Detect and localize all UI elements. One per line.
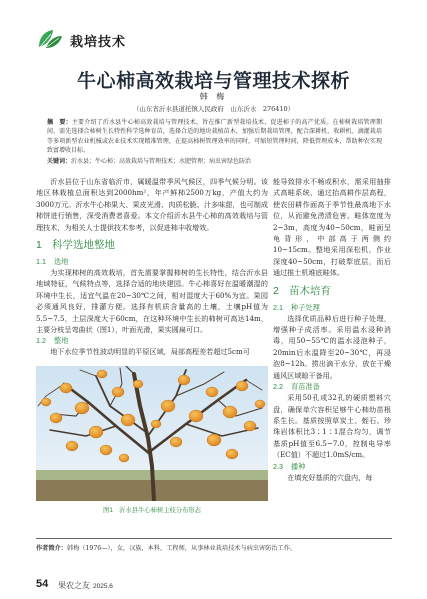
subsection-title: 整地 xyxy=(54,336,69,346)
sowing-paragraph: 在填充好基质的穴盘内，每 xyxy=(287,472,373,482)
section-number: 2 xyxy=(273,284,279,297)
intro-paragraph: 沂水县位于山东省临沂市，属暖温带季风气候区，四季气候分明。该地区林栽植总面积达到2000hm²，年产鲜柿2500万kg，产值大约为3000万元。沂水牛心柿果大、果皮光滑、肉质松脆、汁多味甜，也可制成柿饼进行销售，深受消费者喜爱。本文介绍沂水县牛心柿的高效栽培与管理技术，为相关人士提供技术参考，以促进柿丰收增效。 xyxy=(36,177,268,232)
land-prep-paragraph: 地下水位季节性波动明显的平原区域，局部高程差若超过5cm可 xyxy=(50,347,250,357)
subsection-heading-2-2 xyxy=(273,381,391,392)
author-footnote xyxy=(36,538,392,552)
subsection-number: 1.1 xyxy=(36,257,46,267)
subsection-title: 播种 xyxy=(291,461,306,471)
journal-issue: 2025.6 xyxy=(93,583,113,590)
subsection-number: 1.2 xyxy=(36,336,46,346)
left-column xyxy=(36,176,268,358)
article-affiliation: （山东省沂水县道托镇人民政府 山东沂水 276410） xyxy=(132,105,295,113)
section-heading-2 xyxy=(273,285,391,298)
section-header xyxy=(36,27,396,51)
section-heading-1 xyxy=(36,239,268,252)
site-selection-paragraph: 为实现柿树的高效栽培，首先需要掌握柿树的生长特性，结合沂水县地域特征，气候特点等，选择合适的地块建园。牛心柿喜好在温暖潮湿的环境中生长，适宜气温在20~30℃之间，相对湿度大于60%为宜。果园必须通风良好，排灌方便。选择有机质含量高的土壤，土壤pH值为5.5~7.5，土层深度大于60cm，在这种环境中生长的柿树可高达14m，主要分枝呈弯曲状（图1），叶面光滑，果实圆扁可口。 xyxy=(36,268,268,335)
subsection-number: 2.2 xyxy=(273,382,283,392)
subsection-heading-1-2 xyxy=(36,335,268,346)
keywords xyxy=(47,157,382,166)
article-author: 韩 梅 xyxy=(199,92,228,101)
keywords-label: 关键词： xyxy=(47,158,72,165)
right-column xyxy=(273,176,391,483)
footnote-text: 韩梅（1976—），女，汉族，本科，工程师，从事林业栽培技术与病虫害防治工作。 xyxy=(66,545,297,552)
subsection-heading-2-3 xyxy=(273,461,391,472)
figure-caption: 图1 沂水县牛心柿树主枝分布形态 xyxy=(103,507,201,514)
nursery-prep-paragraph: 采用50孔或32孔的硬质塑料穴盘，确保单穴容积足够牛心柿幼苗根系生长。基质按照草炭土、蛭石、珍珠岩体积比3∶1∶1混合均匀，调节基质pH值至6.5~7.0，控制电导率（EC值）不超过1.0mS/cm。 xyxy=(273,393,391,460)
subsection-title: 种子处理 xyxy=(291,302,320,312)
persimmon-tree-photo xyxy=(36,366,268,501)
section-number: 1 xyxy=(36,239,42,252)
journal-name xyxy=(58,580,113,591)
subsection-title: 育苗准备 xyxy=(291,382,320,392)
section-title: 苗木培育 xyxy=(289,284,331,297)
keywords-text: 沂水县；牛心柿；高效栽培与管理技术；水肥管理；病虫害绿色防治 xyxy=(71,158,252,165)
journal-title: 果农之友 xyxy=(58,581,90,590)
subsection-title: 选地 xyxy=(54,257,69,267)
subsection-heading-2-1 xyxy=(273,302,391,313)
abstract xyxy=(47,118,382,156)
abstract-text: 主要介绍了沂水县牛心柿高效栽培与管理技术，旨在推广新型栽培技术，促进柿子的高产优质。在柿树栽培管理期间，需先选择合柿树生长特性科学选种育苗，选择合适的地块栽植苗木，加强后期栽培管理，配合深耕机、收耕机、滴灌栽培等多项新型农业机械或农业技术实现精准管理，在提高柿树管理效率的同时，可缩短管理时间，降低管理成本，帮助种农实现致富增收目标。 xyxy=(47,119,382,155)
subsection-heading-1-1 xyxy=(36,256,268,267)
page-number: 54 xyxy=(36,578,49,590)
leaf-icon xyxy=(36,27,64,51)
seed-treatment-paragraph: 选择优质品种后进行种子处理，增强种子成活率。采用温水浸种消毒，用50~55℃的温水浸泡种子，20min后水温降至20~30℃，再浸泡8~12h。捞出滴干水分，放在干燥通风区域晾干备用。 xyxy=(273,313,391,380)
subsection-number: 2.1 xyxy=(273,302,283,312)
article-title: 牛心柿高效栽培与管理技术探析 xyxy=(76,71,350,92)
land-prep-continued: 能导致排水不畅或积水，需采用抽排式高畦系统，通过抬高耕作层高程，使农田耕作面高于季节性最高地下水位，从而避免涝渍危害。畦体宽度为2~3m，高度为40~50cm，畦面呈龟背形，中部高于两侧约10~15cm。整地采用深松机，作业深度40~50cm，打破犁底层，而后通过推土机堆底畦体。 xyxy=(273,177,391,278)
section-tag: 栽培技术 xyxy=(70,34,127,49)
abstract-label: 摘 要： xyxy=(47,119,72,126)
section-title: 科学选地整地 xyxy=(52,239,115,252)
footnote-label: 作者简介： xyxy=(36,545,67,552)
subsection-number: 2.3 xyxy=(273,461,283,471)
